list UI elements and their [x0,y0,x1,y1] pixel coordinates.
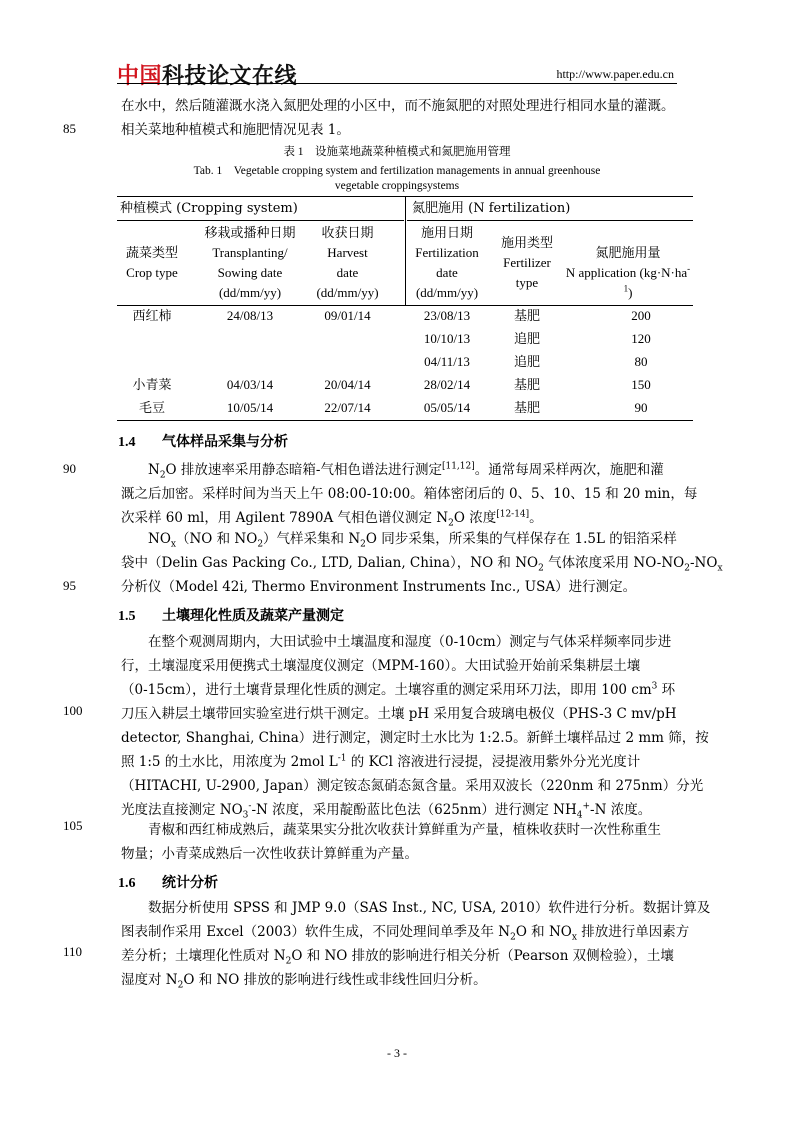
table-cell: 04/03/14 [226,377,274,392]
body-text-line: 行，土壤湿度采用便携式土壤湿度仪测定（MPM-160）。大田试验开始前采集耕层土壤 [121,658,641,674]
col-header-transplant: 移栽或播种日期 Transplanting/ Sowing date (dd/mm/yy) [204,225,296,300]
section-heading-1-6: 1.6 统计分析 [118,875,218,891]
body-text-line: detector, Shanghai, China）进行测定，测定时土水比为 1:2.5。新鲜土壤样品过 2 mm 筛，按 [121,730,709,746]
table-cell: 24/08/13 [226,308,274,323]
body-text-line: 相关菜地种植模式和施肥情况见表 1。 [121,122,350,138]
table-cell: 05/05/14 [423,400,471,415]
line-number-95: 95 [63,578,76,593]
body-text-line: 数据分析使用 SPSS 和 JMP 9.0（SAS Inst., NC, USA, 2010）软件进行分析。数据计算及 [148,900,711,916]
table-caption-en: Tab. 1 Vegetable cropping system and fertilization managements in annual greenhouse [193,165,601,177]
col-header-n-application: 氮肥施用量 N application $(kg\cdot N\cdot ha^{-1})$ [565,245,691,300]
table-cell: 200 [631,308,651,323]
table-cell: 09/01/14 [324,308,371,323]
table-cell: 90 [634,400,648,415]
col-header-crop: 蔬菜类型 Crop type [125,245,178,280]
table-cell: 追肥 [513,331,540,346]
table-bottom-rule [117,420,693,421]
body-text-line: $NO_x(NO$ 和 $NO_2$）气样采集和 $N_2O$ 同步采集，所采集的气样保存在 1.5L 的铝箔采样 [148,531,677,550]
body-text-line: 在水中，然后随灌溉水浇入氮肥处理的小区中，而不施氮肥的对照处理进行相同水量的灌溉。 [121,98,675,114]
line-number-90: 90 [63,461,76,476]
body-text-line: （0-15cm），进行土壤背景理化性质的测定。土壤容重的测定采用环刀法，即用 100 $cm^3$ 环 [121,681,676,698]
header-url: http://www.paper.edu.cn [556,67,674,81]
body-text-line: （HITACHI, U-2900, Japan）测定铵态氮硝态氮含量。采用双波长（220nm 和 275nm）分光 [121,778,704,794]
table-caption-en-cont: vegetable croppingsystems [334,180,460,192]
col-header-harvest: 收获日期 Harvest date (dd/mm/yy) [316,225,379,300]
table-group-fertilization: 氮肥施用 (N fertilization) [412,201,571,216]
table-cell: 西红柿 [132,308,172,323]
table-cell: 10/05/14 [226,400,274,415]
table-cell: 基肥 [513,308,540,323]
table-group-rule [117,220,404,221]
body-text-line: 物量；小青菜成熟后一次性收获计算鲜重为产量。 [121,846,418,862]
line-number-105: 105 [63,818,83,833]
line-number-110: 110 [63,944,83,959]
table-cell: 追肥 [513,354,540,369]
table-cell: 22/07/14 [324,400,371,415]
table-cell: 基肥 [513,377,540,392]
table-cell: 120 [631,331,651,346]
table-cell: 20/04/14 [324,377,371,392]
section-heading-1-5: 1.5 土壤理化性质及蔬菜产量测定 [118,608,344,624]
table-cell: 10/10/13 [423,331,471,346]
table-caption-cn: 表 1 设施菜地蔬菜种植模式和氮肥施用管理 [283,146,511,158]
table-group-cropping: 种植模式 (Cropping system) [120,201,298,216]
header-rule [117,83,677,84]
table-cell: 小青菜 [132,377,172,392]
body-text-line: 在整个观测周期内，大田试验中土壤温度和湿度（0-10cm）测定与气体采样频率同步进 [148,634,672,650]
table-cell: 80 [634,354,648,369]
table-divider [405,196,406,305]
body-text-line: 湿度对 $N_2O$ 和 NO 排放的影响进行线性或非线性回归分析。 [121,972,487,991]
col-header-fert-type: 施用类型 Fertilizer type [500,235,553,290]
body-text-line: 次采样 60 ml，用 Agilent 7890A 气相色谱仪测定 $N_2O$ 浓度[12-14]。 [121,509,543,529]
table-cell: 基肥 [513,400,540,415]
page-number: - 3 - [387,1046,407,1060]
table-cell: 28/02/14 [423,377,471,392]
table-cell: 23/08/13 [423,308,471,323]
table-cell: 04/11/13 [424,354,470,369]
table-group-rule [407,220,693,221]
body-text-line: 溉之后加密。采样时间为当天上午 08:00-10:00。箱体密闭后的 0、5、10、15 和 20 min，每 [121,486,698,502]
line-number-85: 85 [63,121,76,136]
table-cell: 毛豆 [138,400,165,415]
body-text-line: 照 1:5 的土水比，用浓度为 2mol $L^{-1}$ 的 KCl 溶液进行浸提，浸提液用紫外分光光度计 [121,753,641,770]
journal-logo: 中国科技论文在线 [117,64,298,89]
line-number-100: 100 [63,703,83,718]
table-cell: 150 [631,377,651,392]
body-text-line: 刀压入耕层土壤带回实验室进行烘干测定。土壤 pH 采用复合玻璃电极仪（PHS-3 C mv/pH [121,706,677,722]
body-text-line: 袋中（Delin Gas Packing Co., LTD, Dalian, China），NO 和 $NO_2$ 气体浓度采用 $NO-NO_2-NO_x$ [121,555,723,574]
section-heading-1-4: 1.4 气体样品采集与分析 [118,434,288,450]
body-text-line: 分析仪（Model 42i, Thermo Environment Instruments Inc., USA）进行测定。 [121,579,637,595]
body-text-line: 图表制作采用 Excel（2003）软件生成，不同处理间单季及年 $N_2O$ 和 $NO_x$ 排放进行单因素方 [121,924,690,943]
body-text-line: 差分析；土壤理化性质对 $N_2O$ 和 NO 排放的影响进行相关分析（Pearson 双侧检验），土壤 [121,948,674,967]
col-header-fert-date: 施用日期 Fertilization date (dd/mm/yy) [415,225,479,300]
body-text-line: 青椒和西红柿成熟后，蔬菜果实分批次收获计算鲜重为产量，植株收获时一次性称重生 [148,822,661,838]
body-text-line: 光度法直接测定 $NO_3^--N$ 浓度，采用靛酚蓝比色法（625nm）进行测定 $NH_4^+-N$ 浓度。 [121,801,652,821]
body-text-line: $N_2O$ 排放速率采用静态暗箱-气相色谱法进行测定[11,12]。通常每周采样两次，施肥和灌 [148,461,664,481]
